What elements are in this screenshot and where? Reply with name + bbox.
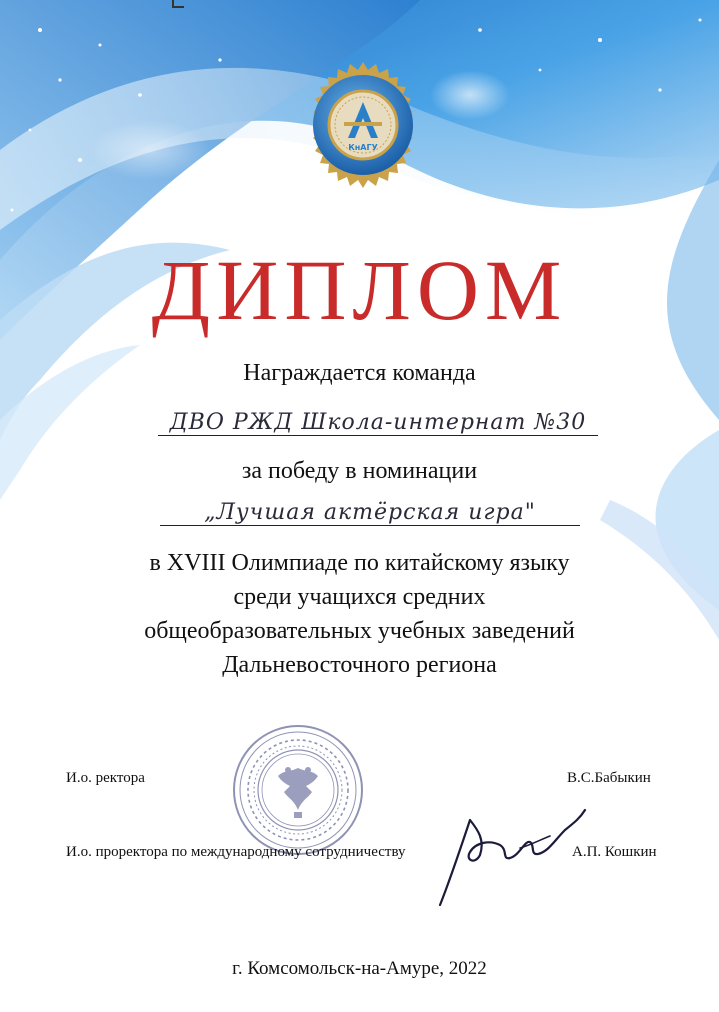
awarded-line: Награждается команда: [243, 360, 476, 386]
for-victory-line: за победу в номинации: [241, 458, 478, 484]
seal-logo-text: КнАГУ: [348, 143, 378, 152]
rector-title: И.о. ректора: [66, 770, 145, 786]
olympiad-line-1: в XVIII Олимпиаде по китайскому языку: [149, 550, 570, 576]
rector-name: В.С.Бабыкин: [567, 770, 651, 786]
diploma-title: ДИПЛОМ: [151, 242, 568, 338]
corner-mark: [172, 0, 184, 8]
olympiad-line-2: среди учащихся средних: [233, 584, 486, 610]
place-date-footer: г. Комсомольск-на-Амуре, 2022: [232, 958, 487, 979]
olympiad-line-3: общеобразовательных учебных заведений: [144, 618, 575, 644]
university-seal-logo: [298, 60, 428, 190]
official-stamp: [228, 720, 368, 860]
team-name-handwritten: ДВО РЖД Школа-интернат №30: [158, 410, 598, 436]
handwritten-signature: [430, 800, 600, 910]
olympiad-line-4: Дальневосточного региона: [222, 652, 497, 678]
prorector-title: И.о. проректора по международному сотрудничеству: [66, 844, 406, 860]
nomination-handwritten: „Лучшая актёрская игра": [160, 500, 580, 526]
prorector-name: А.П. Кошкин: [572, 844, 657, 860]
